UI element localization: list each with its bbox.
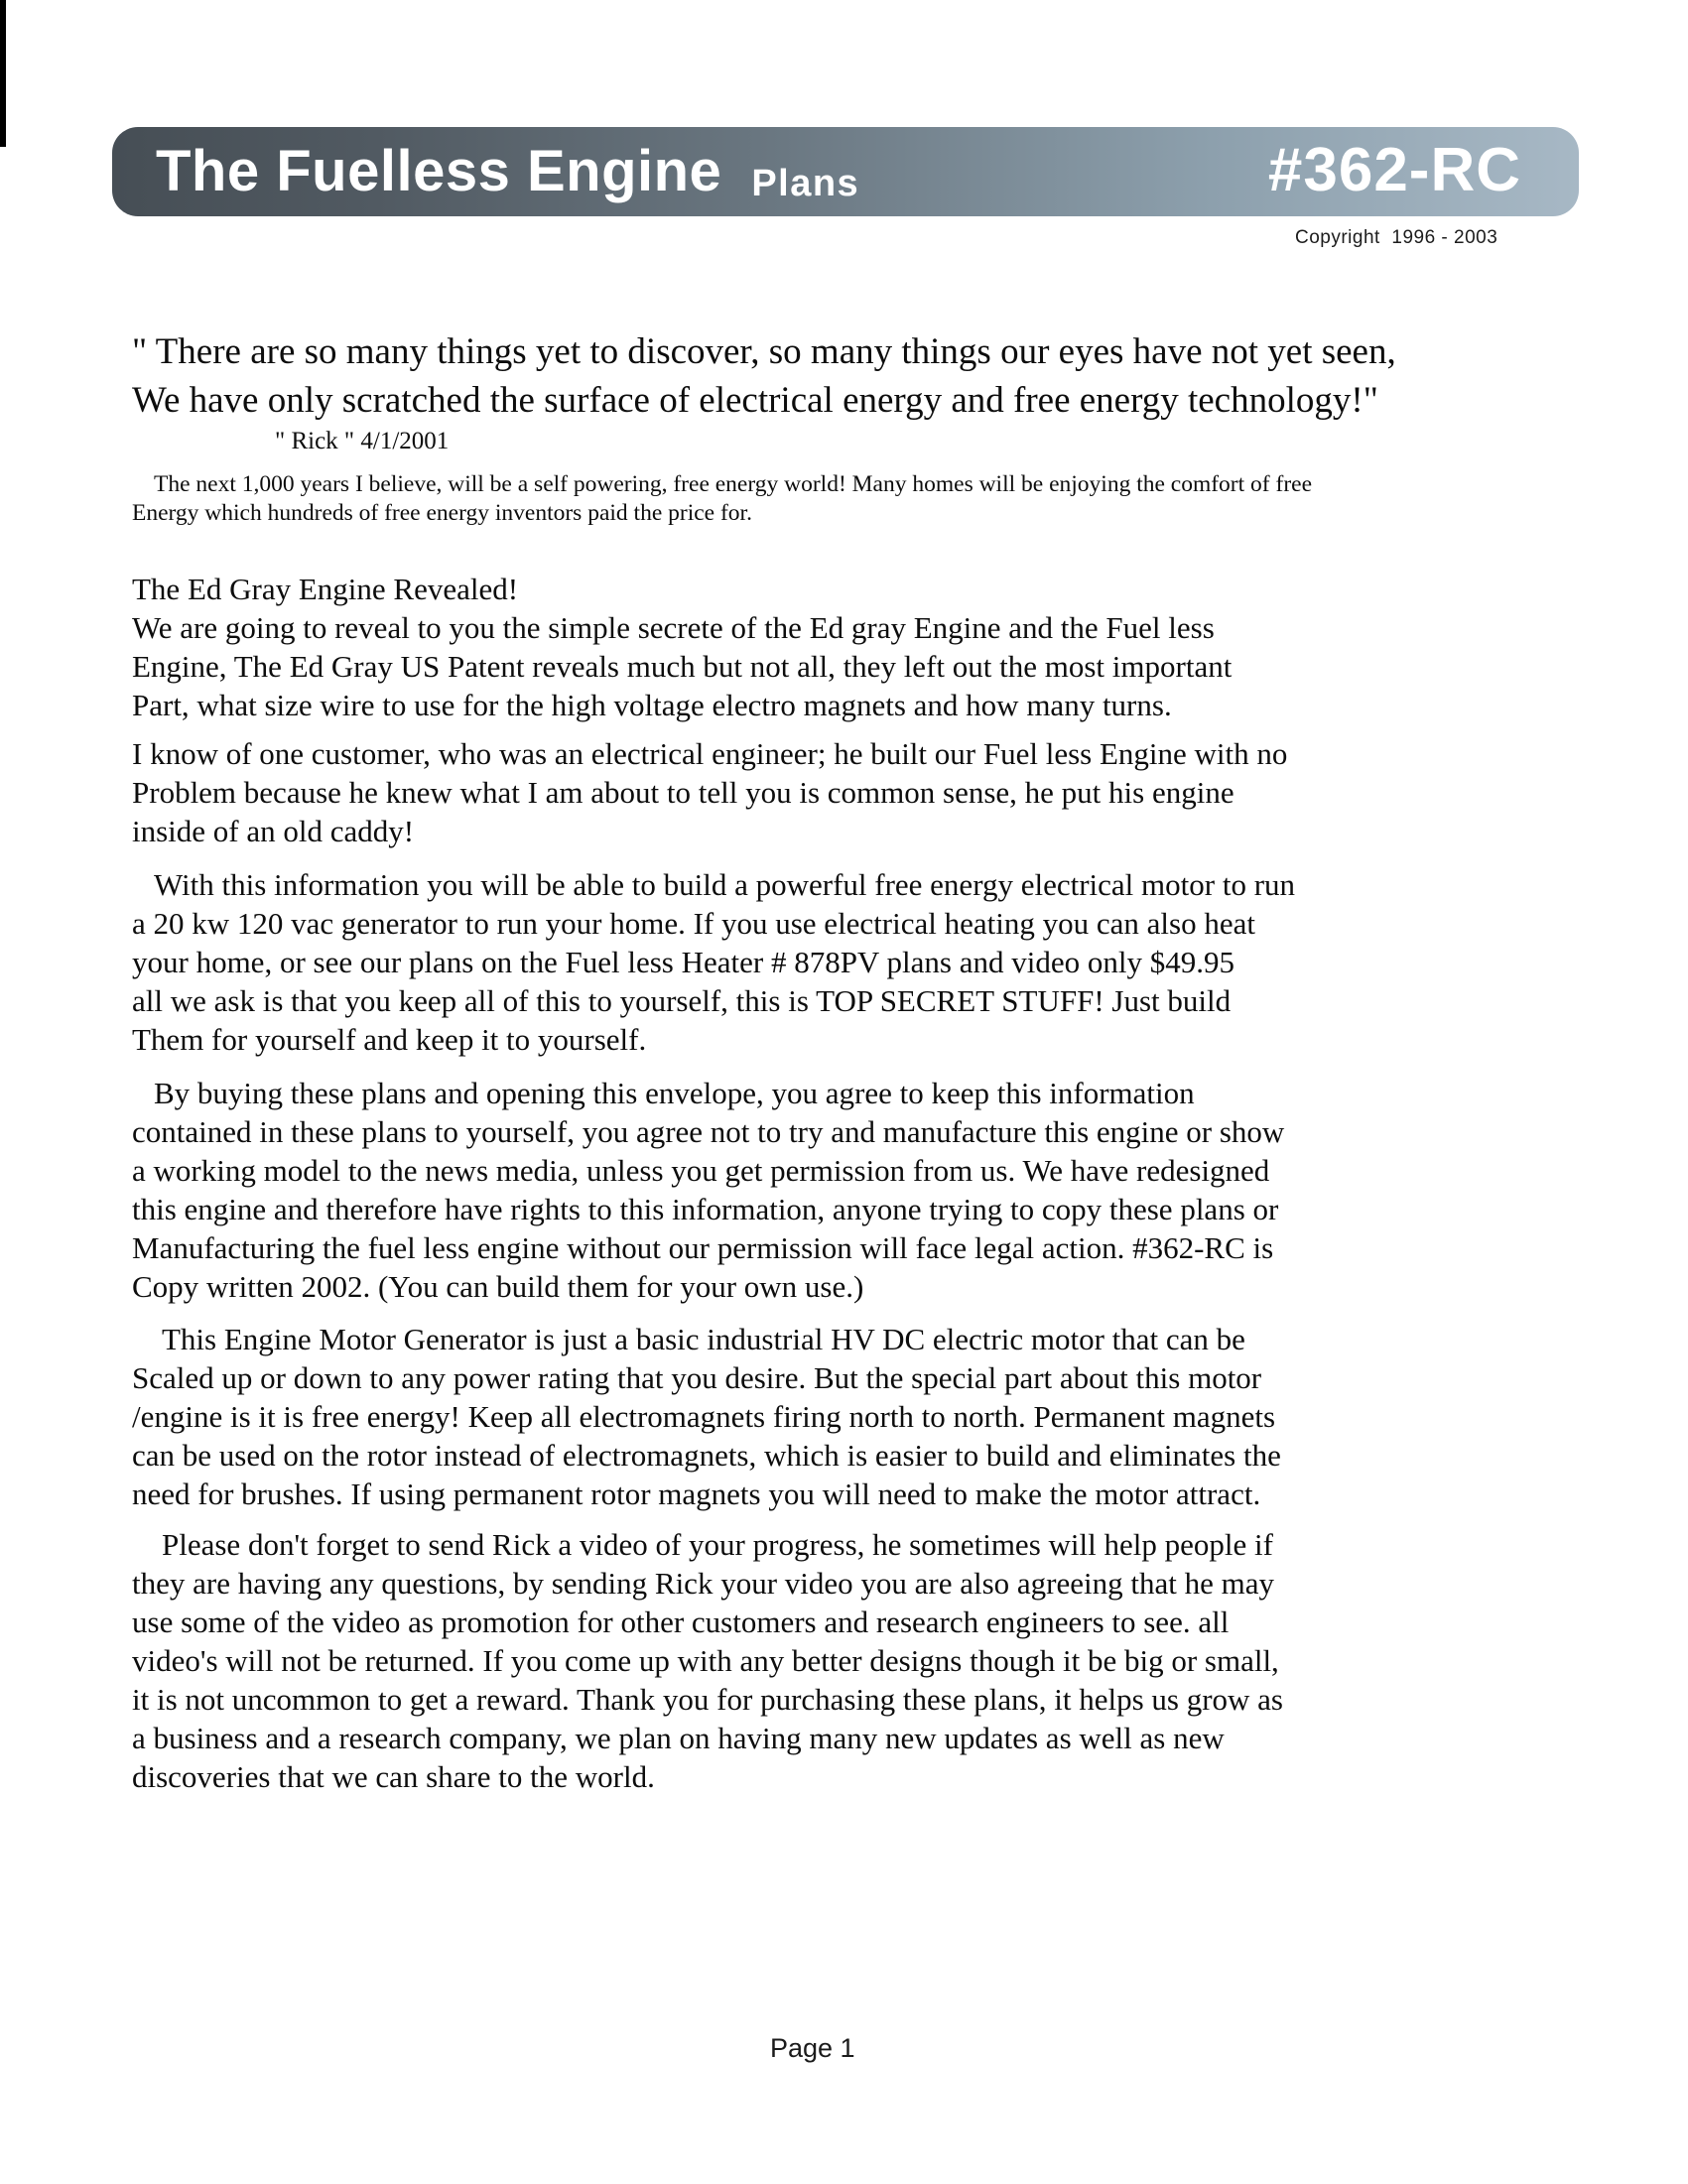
- paragraph-buying-agreement: By buying these plans and opening this envelope, you agree to keep this information contained in these plans to yourself, you agree not to try and manufacture this engine or show a working model to the news media, unless you get permission from us. We have redesigned this engine and therefore have rights to this information, anyone trying to copy these plans or Manufacturing the fuel less engine without our permission will face legal action. #362-RC is Copy written 2002. (You can build them for your own use.): [132, 1076, 1285, 1304]
- document-body: [132, 327, 1581, 1796]
- page-title: The Fuelless Engine: [156, 139, 722, 203]
- page-subtitle: Plans: [751, 163, 860, 204]
- paragraph-ed-gray-revealed: The Ed Gray Engine Revealed! We are going to reveal to you the simple secrete of the Ed gray Engine and the Fuel less Engine, The Ed Gray US Patent reveals much but not all, they left out the most important Part, what size wire to use for the high voltage electro magnets and how many turns.: [132, 572, 1233, 722]
- paragraph-with-this-information: With this information you will be able to build a powerful free energy electrical motor to run a 20 kw 120 vac generator to run your home. If you use electrical heating you can also heat your home, or see our plans on the Fuel less Heater # 878PV plans and video only $49.95 all we ask is that you keep all of this to yourself, this is TOP SECRET STUFF! Just build Them for yourself and keep it to yourself.: [132, 867, 1296, 1057]
- plan-number: #362-RC: [1267, 136, 1521, 204]
- paragraph-send-rick-video: Please don't forget to send Rick a video of your progress, he sometimes will help people if they are having any questions, by sending Rick your video you are also agreeing that he may use some of the video as promotion for other customers and research engineers to see. all video's will not be returned. If you come up with any better designs though it be big or small, it is not uncommon to get a reward. Thank you for purchasing these plans, it helps us grow as a business and a research company, we plan on having many new updates as well as new discoveries that we can share to the world.: [132, 1527, 1283, 1794]
- paragraph-engine-motor-generator: This Engine Motor Generator is just a basic industrial HV DC electric motor that can be Scaled up or down to any power rating that you desire. But the special part about this motor /engine is it is free energy! Keep all electromagnets firing north to north. Permanent magnets can be used on the rotor instead of electromagnets, which is easier to build and eliminates the need for brushes. If using permanent rotor magnets you will need to make the motor attract.: [132, 1322, 1281, 1511]
- copyright-notice: Copyright 1996 - 2003: [1295, 227, 1498, 248]
- scan-edge-artifact: [0, 0, 6, 147]
- opening-quote: " There are so many things yet to discover, so many things our eyes have not yet seen, We have only scratched the surface of electrical energy and free energy technology!": [132, 331, 1396, 421]
- quote-attribution: " Rick " 4/1/2001: [275, 428, 450, 454]
- paragraph-customer-engineer: I know of one customer, who was an electrical engineer; he built our Fuel less Engine with no Problem because he knew what I am about to tell you is common sense, he put his engine inside of an old caddy!: [132, 736, 1288, 848]
- intro-paragraph: The next 1,000 years I believe, will be a self powering, free energy world! Many homes will be enjoying the comfort of free Energy which hundreds of free energy inventors paid the price for.: [132, 471, 1313, 526]
- page-number: Page 1: [770, 2033, 855, 2063]
- header-banner: [112, 127, 1579, 216]
